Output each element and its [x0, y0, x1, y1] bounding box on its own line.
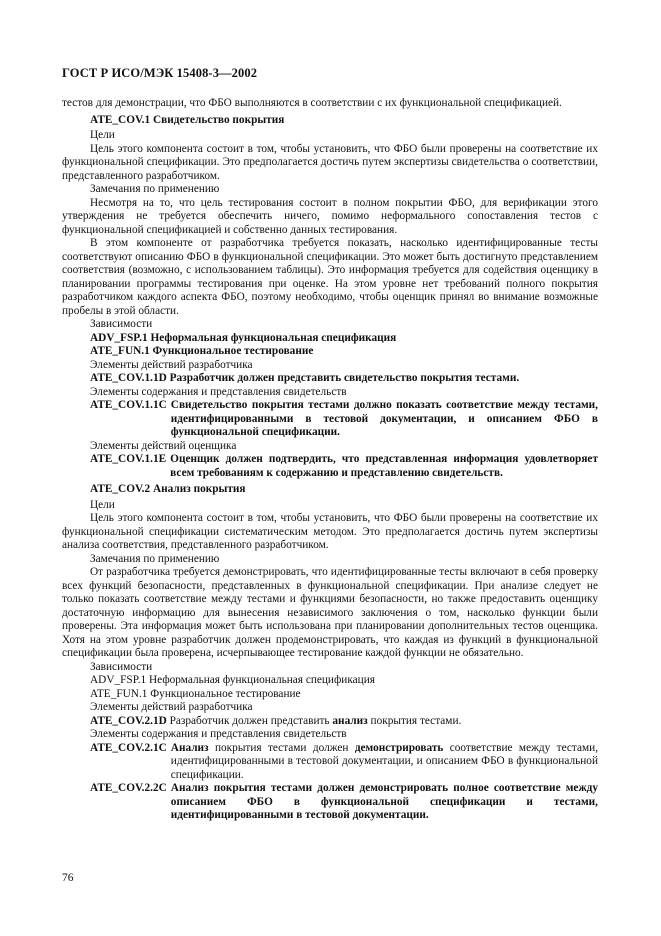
- dependency-ate-fun: ATE_FUN.1 Функциональное тестирование: [90, 345, 314, 357]
- element-cov2-2c: [62, 782, 598, 823]
- content-elements-label: Элементы содержания и представления свидетельств: [90, 385, 347, 398]
- evaluator-actions-label: Элементы действий оценщика: [90, 439, 237, 452]
- developer-actions-label: Элементы действий разработчика: [90, 701, 253, 713]
- notes-paragraph-1: Несмотря на то, что цель тестирования состоит в полном покрытии ФБО, для верификации этого утверждения не требуется обеспечить ничего, помимо неформального сопоставления тестов с функциональной спецификацией и собственно данных тестирования.: [62, 196, 598, 236]
- section-heading-cov1: ATE_COV.1 Свидетельство покрытия: [90, 113, 285, 126]
- element-text: Оценщик должен подтвердить, что представленная информация удовлетворяет всем требованиям к содержанию и представлению свидетельств.: [170, 453, 598, 479]
- element-code: ATE_COV.2.1C: [90, 741, 167, 754]
- element-text: Разработчик должен представить свидетельство покрытия тестами.: [169, 372, 520, 384]
- goals-label: Цели: [90, 129, 115, 141]
- dependency-adv-fsp: ADV_FSP.1 Неформальная функциональная спецификация: [90, 674, 375, 686]
- dependency-adv-fsp: ADV_FSP.1 Неформальная функциональная спецификация: [90, 331, 397, 344]
- notes-label: Замечания по применению: [90, 183, 220, 195]
- goals-text: Цель этого компонента состоит в том, чтобы установить, что ФБО были проверены на соответствие их функциональной спецификации. Это предполагается достичь путем экспертизы свидетельства о соответствии, представленного разработчиком.: [62, 142, 598, 182]
- content-elements-label: Элементы содержания и представления свидетельств: [90, 728, 347, 740]
- element-code: ATE_COV.1.1E: [90, 453, 167, 465]
- element-text-part: Разработчик должен представить: [169, 714, 330, 727]
- dependency-ate-fun: ATE_FUN.1 Функциональное тестирование: [90, 687, 301, 700]
- element-text-part: соответствие между тестами, идентифицированными в тестовой документации, и описанием ФБО в функциональной спецификации.: [170, 741, 599, 781]
- page-body: [62, 97, 598, 823]
- element-cov1-1c: [62, 399, 598, 440]
- notes-label: Замечания по применению: [90, 552, 220, 565]
- goals-text: Цель этого компонента состоит в том, чтобы установить, что ФБО были проверены на соответствие их функциональной спецификации систематическим методом. Это предполагается достичь путем экспертизы анализа соответствия, представленного разработчиком.: [62, 512, 598, 551]
- element-text: [171, 742, 598, 783]
- element-cov1-1e: [62, 453, 598, 480]
- element-cov2-1c: [62, 742, 598, 783]
- page-number: 76: [62, 872, 74, 884]
- element-text-part: покрытия тестами.: [370, 714, 462, 727]
- page-header-title: ГОСТ Р ИСО/МЭК 15408-3—2002: [62, 66, 258, 80]
- element-code: ATE_COV.2.1D: [90, 714, 167, 727]
- element-text-part: покрытия тестами должен: [214, 741, 349, 754]
- dependencies-label: Зависимости: [90, 660, 153, 673]
- element-text-emphasis: Анализ: [170, 741, 209, 754]
- dependencies-label: Зависимости: [90, 318, 153, 330]
- section-heading-cov2: ATE_COV.2 Анализ покрытия: [90, 483, 246, 495]
- element-code: ATE_COV.1.1C: [90, 399, 167, 411]
- element-cov1-1d: [62, 372, 598, 386]
- element-text-emphasis: демонстрировать: [354, 741, 444, 754]
- goals-label: Цели: [90, 498, 115, 511]
- element-code: ATE_COV.1.1D: [90, 372, 167, 384]
- element-text-emphasis: анализ: [332, 714, 368, 727]
- notes-paragraph-1: От разработчика требуется демонстрировать, что идентифицированные тесты включают в себя проверку всех функций безопасности, представленных в функциональной спецификации. При анализе следует не только показать соответствие между тестами и функциями безопасности, но также предоставить оценщику достаточную информацию для вынесения независимого заключения о том, насколько функции были проверены. Эта информация может быть использована при планировании дополнительных тестов оценщика. Хотя на этом уровне разработчик должен продемонстрировать, что каждая из функций в функциональной спецификации была проверена, исчерпывающее тестирование каждой функции не обязательно.: [62, 566, 598, 659]
- element-text: Свидетельство покрытия тестами должно показать соответствие между тестами, идентифицированными в тестовой документации, и описанием ФБО в функциональной спецификации.: [170, 399, 598, 438]
- developer-actions-label: Элементы действий разработчика: [90, 358, 253, 371]
- element-text: Анализ покрытия тестами должен демонстрировать полное соответствие между описанием ФБО в функциональной спецификации и тестами, идентифицированными в тестовой документации.: [170, 782, 598, 821]
- element-cov2-1d: [62, 715, 598, 729]
- notes-paragraph-2: В этом компоненте от разработчика требуется показать, насколько идентифицированные тесты соответствуют описанию ФБО в функциональной спецификации. Это может быть достигнуто представлением соответствия (возможно, с использованием таблицы). Это информация требуется для содействия оценщику в планировании программы тестирования при оценке. На этом уровне нет требований полного покрытия разработчиком каждого аспекта ФБО, поэтому необходимо, чтобы оценщик принял во внимание возможные пробелы в этой области.: [62, 237, 598, 317]
- continuation-paragraph: тестов для демонстрации, что ФБО выполняются в соответствии с их функциональной спецификацией.: [62, 97, 562, 109]
- element-code: ATE_COV.2.2C: [90, 782, 167, 794]
